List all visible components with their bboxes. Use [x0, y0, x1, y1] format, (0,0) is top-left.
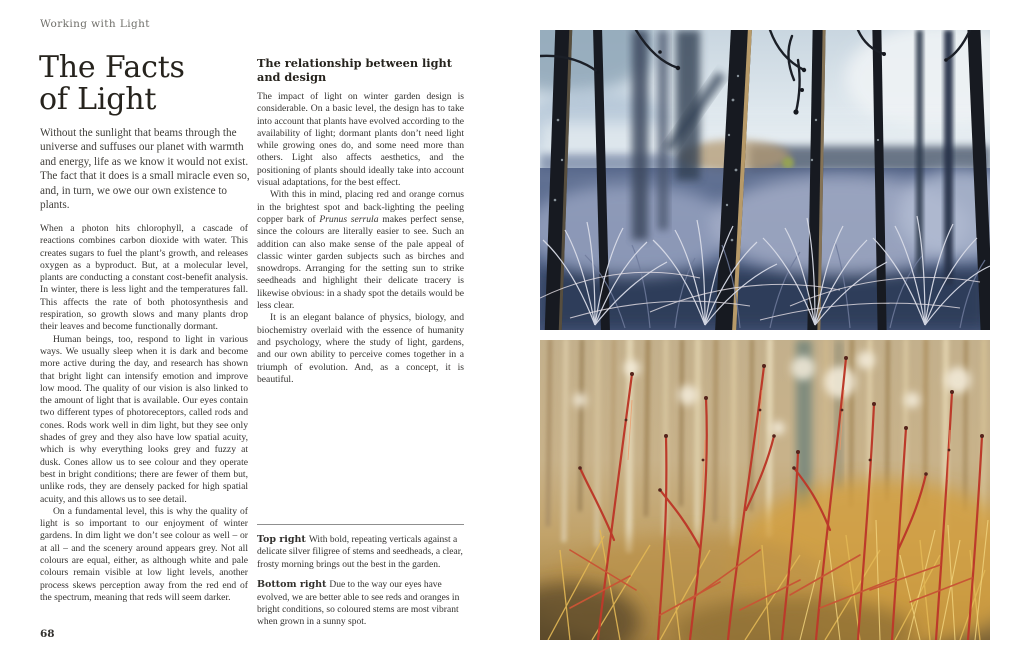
- latin-plant-name: Prunus serrula: [319, 213, 379, 225]
- caption-label: Top right: [257, 534, 306, 545]
- body-paragraph: Human beings, too, respond to light in various ways. We usually sleep when it is dark and become more active during the day, and research has shown that bright light can intensify emotion and improve low mood. The quality of our vision is also linked to the amount of light that is available. Our eyes contain two different types of photoreceptors, called rods and cones. Rods work well in dim light, but they see only shades of grey and they also have low spatial acuity, which is why everything looks grey and fuzzy at dusk. Cones allow us to see colour and they operate best in bright conditions; there are fewer of them but, unlike rods, they are densely packed for high spatial acuity, and this allows us to see detail.: [40, 333, 248, 505]
- caption-label: Bottom right: [257, 579, 327, 591]
- caption-text: Due to the way our eyes have evolved, we are better able to see reds and oranges in bright conditions, so coloured stems are most vibrant when grown in a sunny spot.: [257, 580, 460, 628]
- body-paragraph: When a photon hits chlorophyll, a cascade of reactions combines carbon dioxide with water. This creates sugars to fuel the plant’s growth, and releases oxygen as a byproduct. But, at a molecular level, plants are conducting a constant cost-benefit analysis. In winter, there is less light and the temperatures fall. This affects the rate of both photosynthesis and respiration, so growth slows and many plants drop their leaves and become functionally dormant.: [40, 223, 248, 333]
- body-paragraph: It is an elegant balance of physics, biology, and biochemistry overlaid with the essence of humanity and psychology, where the study of light, gardens, and our own ability to perceive comes together in a triumph of evolution. And, as a concept, it is beautiful.: [257, 312, 464, 385]
- caption-top-right: [257, 534, 464, 571]
- page-title-line-2: of Light: [39, 81, 157, 117]
- page-number: 68: [40, 628, 55, 640]
- paragraph-text: makes perfect sense, since the colours are literally easier to see. Such an addition can also make sense of the pale appeal of classic winter garden subjects such as birches and snowdrops. Arranging for the setting sun to strike seedheads and highlight their delicate tracery is likewise obvious: in a shady spot the details would be less clear.: [257, 213, 464, 312]
- paragraph-text: With this in mind, placing red and orange cornus in the brightest spot and back-lighting the peeling copper bark of: [257, 189, 464, 225]
- caption-text: With bold, repeating verticals against a delicate silver filigree of stems and seedheads, a clear, frosty morning brings out the best in the garden.: [257, 535, 463, 570]
- intro-paragraph: Without the sunlight that beams through the universe and suffuses our planet with warmth and energy, life as we know it would not exist. The fact that it does is a small miracle even so, and, in turn, we owe our own existence to plants.: [40, 127, 250, 212]
- middle-column: [257, 57, 464, 386]
- body-paragraph: The impact of light on winter garden design is considerable. On a basic level, the design has to take into account that plants have evolved according to the availability of light; dormant plants don’t need light while growing ones do, and some need more than others. Light also affects aesthetics, and the positioning of plants should ideally take into account visual adaptations, for the best effect.: [257, 91, 464, 189]
- page-title-line-1: The Facts: [39, 50, 185, 85]
- caption-bottom-right: [257, 579, 464, 629]
- red-cornus-stems-photo: [540, 340, 990, 640]
- section-heading: The relationship between light and design: [257, 56, 452, 84]
- body-paragraph: [257, 189, 464, 312]
- caption-block: [257, 524, 464, 637]
- page-title: [39, 52, 185, 116]
- left-column-body: [40, 223, 248, 604]
- running-header: Working with Light: [40, 18, 150, 30]
- body-paragraph: On a fundamental level, this is why the quality of light is so important to our enjoyment of winter gardens. In dim light we don’t see colour as well – or at all – and the scenery around appears grey. Not all colours are equal, either, as although white and pale colours remain visible at low light levels, another process skews perception away from the red end of the spectrum, meaning that reds will seem darker.: [40, 505, 248, 603]
- frosted-winter-trees-photo: [540, 30, 990, 330]
